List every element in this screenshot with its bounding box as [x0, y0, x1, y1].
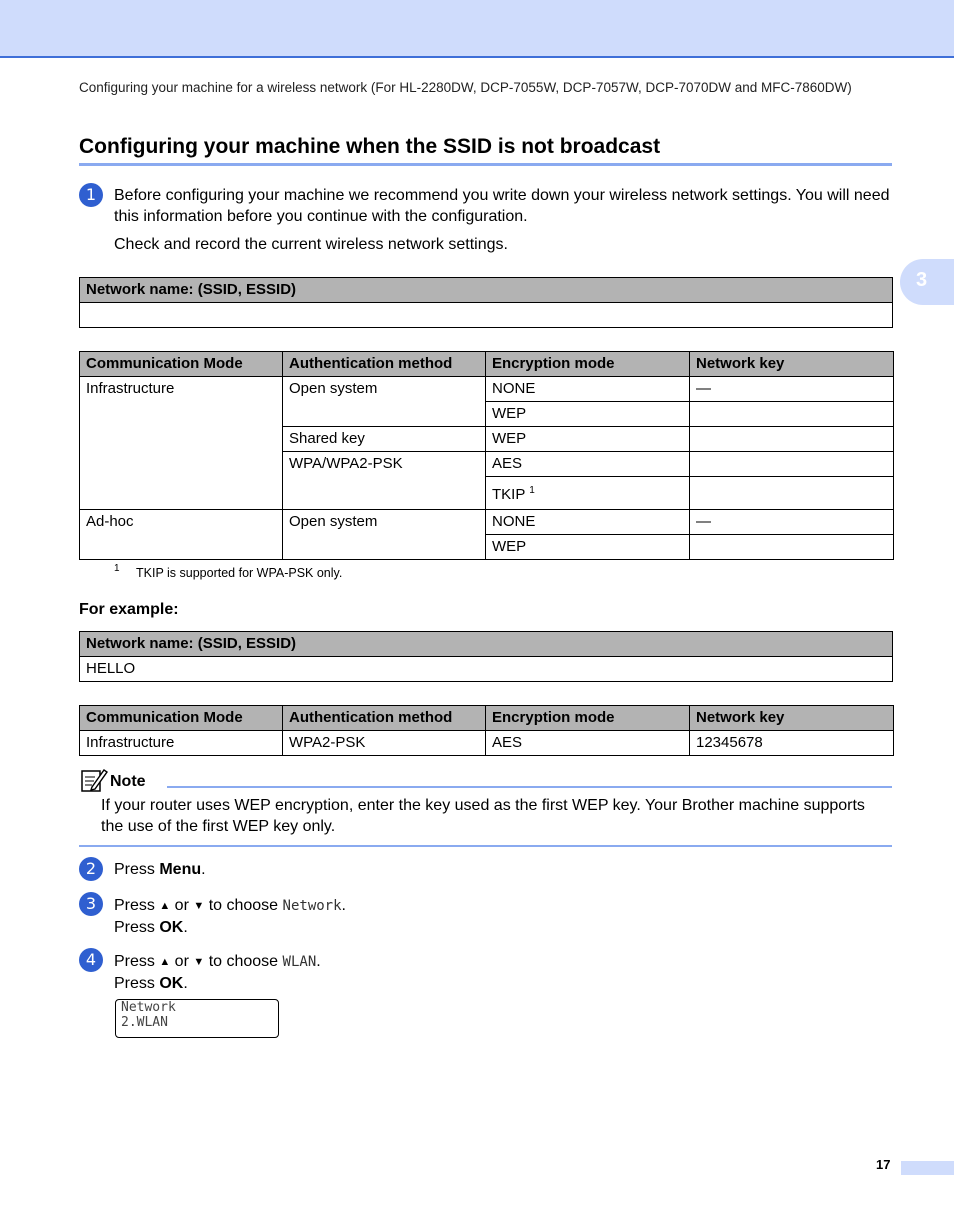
up-arrow-icon: ▲ [159, 900, 171, 912]
cell-open-system: Open system [283, 510, 486, 560]
cell-key-dash: — [690, 377, 894, 402]
ok-key: OK [159, 919, 184, 936]
cell-shared-key: Shared key [283, 427, 486, 452]
cell-key-blank [690, 535, 894, 560]
cell-key-blank [690, 477, 894, 510]
note-text: If your router uses WEP encryption, enter the key used as the first WEP key. Your Brother machine supports the use of the first WEP key only. [101, 797, 865, 835]
note-label: Note [110, 773, 146, 790]
cell-wep: WEP [486, 427, 690, 452]
step-4-number: 4 [79, 948, 103, 972]
col-network-key: Network key [690, 352, 894, 377]
col-encryption-mode: Encryption mode [486, 706, 690, 731]
step-2-text: Press Menu. [114, 861, 206, 878]
footnote-mark: 1 [114, 563, 120, 574]
cell-wep: WEP [486, 535, 690, 560]
footnote-text: TKIP is supported for WPA-PSK only. [136, 566, 343, 580]
tkip-label: TKIP [492, 486, 526, 503]
ssid-value [80, 303, 893, 328]
title-underline [79, 163, 892, 166]
menu-key: Menu [159, 861, 202, 878]
lcd-line-1: Network [121, 1000, 176, 1015]
down-arrow-icon: ▼ [193, 900, 205, 912]
cell-none: NONE [486, 377, 690, 402]
menu-option-wlan: WLAN [282, 954, 317, 970]
chapter-number: 3 [916, 269, 928, 291]
example-cell-mode: Infrastructure [80, 731, 283, 756]
example-ssid-table [79, 631, 893, 682]
col-network-key: Network key [690, 706, 894, 731]
col-authentication-method: Authentication method [283, 706, 486, 731]
example-cell-auth: WPA2-PSK [283, 731, 486, 756]
ssid-table [79, 277, 893, 328]
page-number: 17 [876, 1157, 891, 1172]
cell-aes: AES [486, 452, 690, 477]
cell-tkip [486, 477, 690, 510]
cell-open-system: Open system [283, 377, 486, 427]
step-1-number: 1 [79, 183, 103, 207]
running-head: Configuring your machine for a wireless network (For HL-2280DW, DCP-7055W, DCP-7057W, DCP-7070DW and MFC-7860DW) [79, 80, 852, 95]
up-arrow-icon: ▲ [159, 956, 171, 968]
mode-table [79, 351, 894, 560]
step-1-text: Before configuring your machine we recommend you write down your wireless network settings. You will need this information before you continue with the configuration. [114, 187, 890, 225]
step-4-text: Press ▲ or ▼ to choose WLAN. Press OK. [114, 953, 321, 992]
step-1-text-2: Check and record the current wireless network settings. [114, 236, 508, 253]
cell-adhoc: Ad-hoc [80, 510, 283, 560]
header-band [0, 0, 954, 58]
example-cell-encryption: AES [486, 731, 690, 756]
cell-key-blank [690, 402, 894, 427]
cell-key-dash: — [690, 510, 894, 535]
chapter-tab [900, 259, 954, 305]
tkip-footnote-ref: 1 [529, 485, 535, 496]
col-communication-mode: Communication Mode [80, 706, 283, 731]
example-ssid-value: HELLO [80, 657, 893, 682]
note-rule-top [167, 786, 892, 788]
menu-option-network: Network [282, 898, 342, 914]
ok-key: OK [159, 975, 184, 992]
col-authentication-method: Authentication method [283, 352, 486, 377]
cell-key-blank [690, 452, 894, 477]
down-arrow-icon: ▼ [193, 956, 205, 968]
col-communication-mode: Communication Mode [80, 352, 283, 377]
lcd-display [115, 999, 279, 1038]
example-mode-table [79, 705, 894, 756]
step-2-number: 2 [79, 857, 103, 881]
note-rule-bottom [79, 845, 892, 847]
example-heading: For example: [79, 601, 179, 618]
note-pencil-icon [80, 767, 108, 793]
cell-key-blank [690, 427, 894, 452]
example-cell-key: 12345678 [690, 731, 894, 756]
example-ssid-header: Network name: (SSID, ESSID) [80, 632, 893, 657]
lcd-line-2: 2.WLAN [121, 1015, 168, 1030]
section-title: Configuring your machine when the SSID is not broadcast [79, 135, 661, 158]
ssid-header: Network name: (SSID, ESSID) [80, 278, 893, 303]
cell-wep: WEP [486, 402, 690, 427]
cell-infrastructure: Infrastructure [80, 377, 283, 510]
step-3-text: Press ▲ or ▼ to choose Network. Press OK. [114, 897, 346, 936]
step-3-number: 3 [79, 892, 103, 916]
cell-wpa-psk: WPA/WPA2-PSK [283, 452, 486, 510]
col-encryption-mode: Encryption mode [486, 352, 690, 377]
page-tab [901, 1161, 954, 1175]
cell-none: NONE [486, 510, 690, 535]
